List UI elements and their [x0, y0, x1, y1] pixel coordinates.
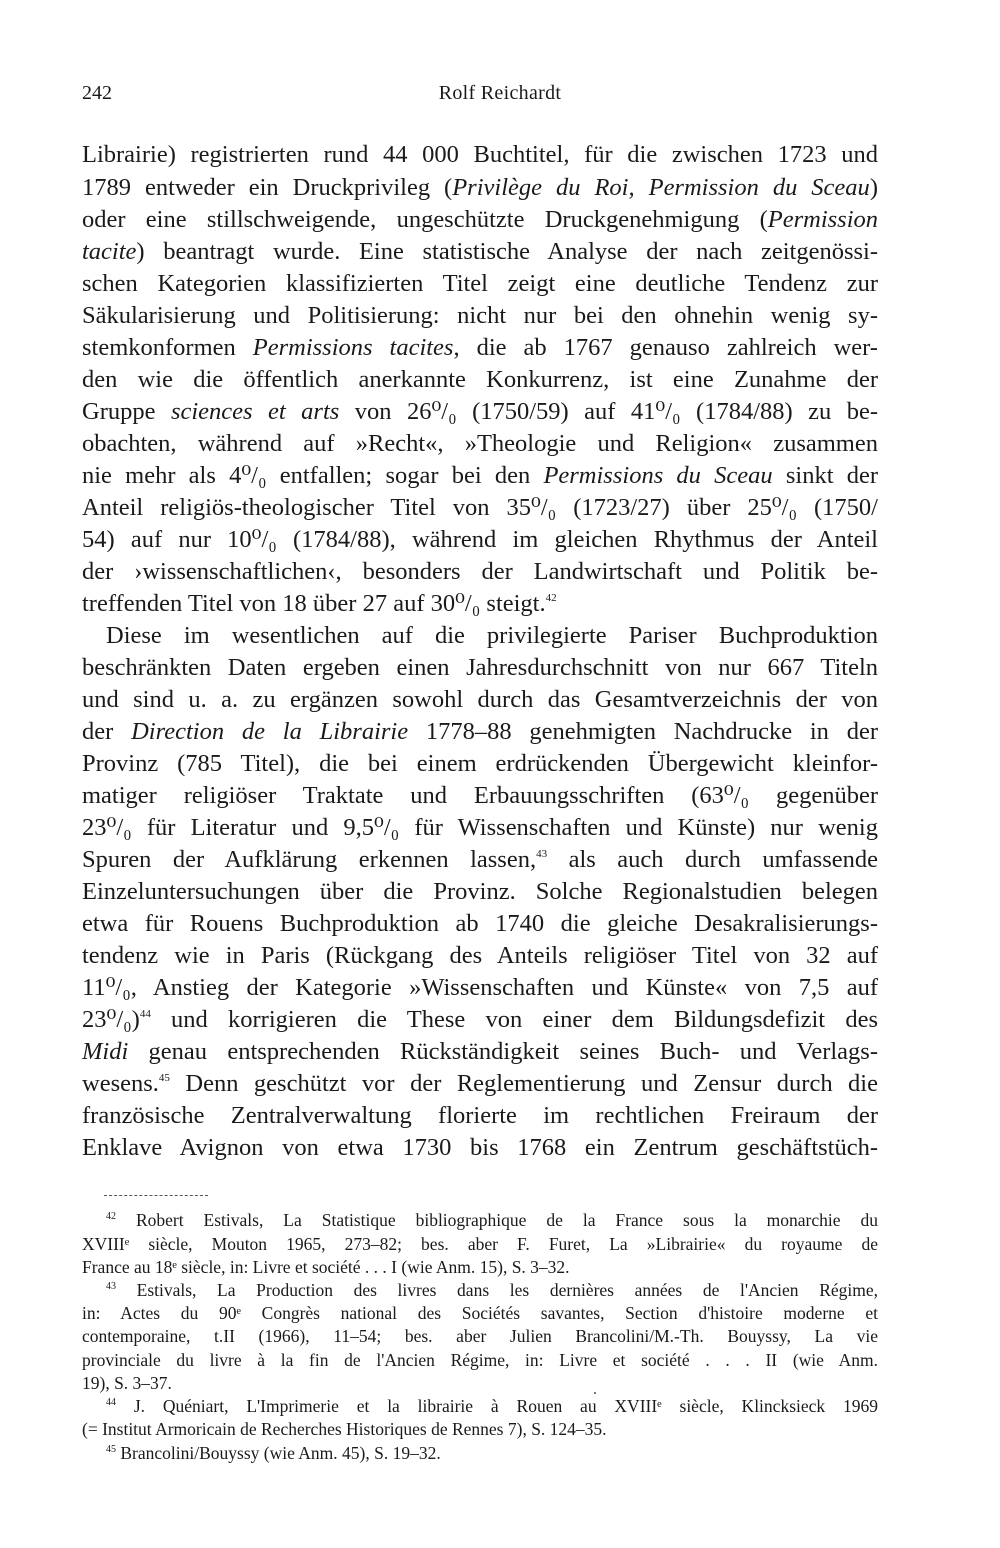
footnote-line: [82, 1372, 878, 1395]
text-run: französische Zentralverwaltung florierte im rechtlichen Freiraum der: [82, 1102, 878, 1129]
text-run: tendenz wie in Paris (Rückgang des Anteils religiöser Titel von 32 auf: [82, 942, 878, 969]
text-run: Enklave Avignon von etwa 1730 bis 1768 ein Zentrum geschäftstüch-: [82, 1134, 878, 1161]
text-run: Spuren der Aufklärung erkennen lassen,: [82, 846, 537, 873]
body-line: [82, 908, 878, 939]
text-run: Librairie) registrierten rund 44 000 Buchtitel, für die zwischen 1723 und: [82, 141, 878, 168]
footnote-ref: 45: [158, 1072, 170, 1084]
footnote-ref: 42: [106, 1211, 116, 1222]
text-run: oder eine stillschweigende, ungeschützte Druckgenehmigung (: [82, 206, 768, 233]
text-run: in: Actes du 90ᵉ Congrès national des Sociétés savantes, Section d'histoire moderne et: [82, 1303, 878, 1323]
body-line: [82, 396, 878, 427]
text-run: (= Institut Armoricain de Recherches Historiques de Rennes 7), S. 124–35.: [82, 1419, 607, 1439]
text-run: matiger religiöser Traktate und Erbauungsschriften (63⁰/₀ gegenüber: [82, 782, 878, 809]
text-run: 1778–88 genehmigten Nachdrucke in der: [408, 718, 878, 745]
body-line: [82, 204, 878, 235]
text-run: Gruppe: [82, 398, 171, 425]
text-run: beschränkten Daten ergeben einen Jahresdurchschnitt von nur 667 Titeln: [82, 654, 878, 681]
text-run: schen Kategorien klassifizierten Titel zeigt eine deutliche Tendenz zur: [82, 270, 878, 297]
text-run: den wie die öffentlich anerkannte Konkurrenz, ist eine Zunahme der: [82, 366, 878, 393]
body-line: [82, 492, 878, 523]
footnote-line: [82, 1256, 878, 1279]
text-run: 54) auf nur 10⁰/₀ (1784/88), während im gleichen Rhythmus der Anteil: [82, 526, 878, 553]
text-run: ): [869, 174, 878, 201]
footnote-line: [82, 1233, 878, 1256]
text-run: J. Quéniart, L'Imprimerie et la librairie à Rouen au XVIIIᵉ siècle, Klincksieck 1969: [116, 1396, 878, 1416]
text-run: 23⁰/₀ für Literatur und 9,5⁰/₀ für Wissenschaften und Künste) nur wenig: [82, 814, 878, 841]
body-line: [82, 428, 878, 459]
italic-text: Permission: [767, 206, 878, 233]
text-run: etwa für Rouens Buchproduktion ab 1740 die gleiche Desakralisierungs-: [82, 910, 878, 937]
text-run: Anteil religiös-theologischer Titel von 35⁰/₀ (1723/27) über 25⁰/₀ (1750/: [82, 494, 878, 521]
specks: [594, 1392, 596, 1394]
footnote-ref: 45: [106, 1444, 116, 1455]
body-line: [82, 940, 878, 971]
footnote-ref: 43: [106, 1281, 116, 1292]
body-line: [82, 139, 878, 170]
italic-text: sciences et arts: [170, 398, 340, 425]
footnote-line: [82, 1325, 878, 1348]
footnote-ref: 44: [106, 1397, 116, 1408]
body-line: [82, 268, 878, 299]
text-run: ) beantragt wurde. Eine statistische Analyse der nach zeitgenössi-: [136, 238, 878, 265]
footnote-ref: 43: [536, 848, 548, 860]
body-line: [82, 716, 878, 747]
text-run: von 26⁰/₀ (1750/59) auf 41⁰/₀ (1784/88) zu be-: [339, 398, 878, 425]
body-line: [82, 524, 878, 555]
text-run: treffenden Titel von 18 über 27 auf 30⁰/₀ steigt.: [82, 590, 546, 617]
footnote-line: [82, 1418, 878, 1441]
body-line: [82, 1100, 878, 1131]
text-run: wesens.: [82, 1070, 159, 1097]
footnote-separator-rule: [104, 1195, 208, 1196]
text-run: 1789 entweder ein Druckprivileg (: [82, 174, 453, 201]
text-run: stemkonformen: [82, 334, 253, 361]
text-run: und korrigieren die These von einer dem Bildungsdefizit des: [150, 1006, 878, 1033]
body-line: [82, 300, 878, 331]
text-run: 19), S. 3–37.: [82, 1373, 172, 1393]
body-line: [82, 748, 878, 779]
body-line: [82, 1068, 878, 1099]
text-run: 23⁰/₀): [82, 1006, 140, 1033]
text-run: Einzeluntersuchungen über die Provinz. Solche Regionalstudien belegen: [82, 878, 878, 905]
text-run: Robert Estivals, La Statistique bibliographique de la France sous la monarchie du: [116, 1210, 878, 1230]
text-run: , die ab 1767 genauso zahlreich wer-: [453, 334, 878, 361]
body-line: [82, 972, 878, 1003]
body-line: [82, 236, 878, 267]
footnote-line: [82, 1302, 878, 1325]
italic-text: Direction de la Librairie: [131, 718, 409, 745]
footnote-line: [82, 1442, 878, 1465]
body-line: [82, 812, 878, 843]
body-line: [82, 684, 878, 715]
text-run: Provinz (785 Titel), die bei einem erdrückenden Übergewicht kleinfor-: [82, 750, 878, 777]
italic-text: Permissions du Sceau: [543, 462, 773, 489]
body-line: [82, 844, 878, 875]
body-line: [82, 556, 878, 587]
body-line: [82, 588, 878, 619]
footnote-line: [82, 1349, 878, 1372]
footnote-ref: 42: [545, 592, 557, 604]
text-run: obachten, während auf »Recht«, »Theologie und Religion« zusammen: [82, 430, 878, 457]
text-run: der ›wissenschaftlichen‹, besonders der Landwirtschaft und Politik be-: [82, 558, 878, 585]
text-run: der: [82, 718, 132, 745]
text-run: nie mehr als 4⁰/₀ entfallen; sogar bei den: [82, 462, 544, 489]
running-head: Rolf Reichardt: [438, 82, 562, 104]
text-run: Diese im wesentlichen auf die privilegierte Pariser Buchproduktion: [106, 622, 878, 649]
body-line: [82, 364, 878, 395]
body-line: [82, 332, 878, 363]
text-run: France au 18ᵉ siècle, in: Livre et société . . . I (wie Anm. 15), S. 3–32.: [82, 1257, 570, 1277]
text-run: Estivals, La Production des livres dans les dernières années de l'Ancien Régime,: [116, 1280, 878, 1300]
body-line: [82, 780, 878, 811]
footnote-line: [82, 1395, 878, 1418]
text-run: XVIIIᵉ siècle, Mouton 1965, 273–82; bes. aber F. Furet, La »Librairie« du royaume de: [82, 1234, 878, 1254]
page-number: 242: [82, 82, 112, 104]
body-line: [82, 1036, 878, 1067]
footnote-ref: 44: [139, 1008, 151, 1020]
text-run: Brancolini/Bouyssy (wie Anm. 45), S. 19–32.: [116, 1443, 441, 1463]
body-line: [82, 172, 878, 203]
italic-text: tacite: [82, 238, 137, 265]
text-run: genau entsprechenden Rückständigkeit seines Buch- und Verlags-: [128, 1038, 878, 1065]
body-line: [82, 460, 878, 491]
text-run: provinciale du livre à la fin de l'Ancien Régime, in: Livre et société . . . II (wie Anm.: [82, 1350, 878, 1370]
text-run: als auch durch umfassende: [547, 846, 878, 873]
text-run: und sind u. a. zu ergänzen sowohl durch das Gesamtverzeichnis der von: [82, 686, 878, 713]
body-line: [82, 620, 878, 651]
italic-text: Midi: [82, 1038, 129, 1065]
footnote-line: [82, 1209, 878, 1232]
italic-text: Permissions tacites: [252, 334, 454, 361]
italic-text: Privilège du Roi, Permission du Sceau: [452, 174, 870, 201]
body-line: [82, 876, 878, 907]
text-run: contemporaine, t.II (1966), 11–54; bes. aber Julien Brancolini/M.-Th. Bouyssy, La vie: [82, 1326, 878, 1346]
body-line: [82, 1004, 878, 1035]
text-run: sinkt der: [772, 462, 878, 489]
text-run: 11⁰/₀, Anstieg der Kategorie »Wissenschaften und Künste« von 7,5 auf: [82, 974, 878, 1001]
body-line: [82, 652, 878, 683]
text-run: Säkularisierung und Politisierung: nicht nur bei den ohnehin wenig sy-: [82, 302, 878, 329]
text-run: Denn geschützt vor der Reglementierung und Zensur durch die: [169, 1070, 878, 1097]
footnote-line: [82, 1279, 878, 1302]
body-line: [82, 1132, 878, 1163]
